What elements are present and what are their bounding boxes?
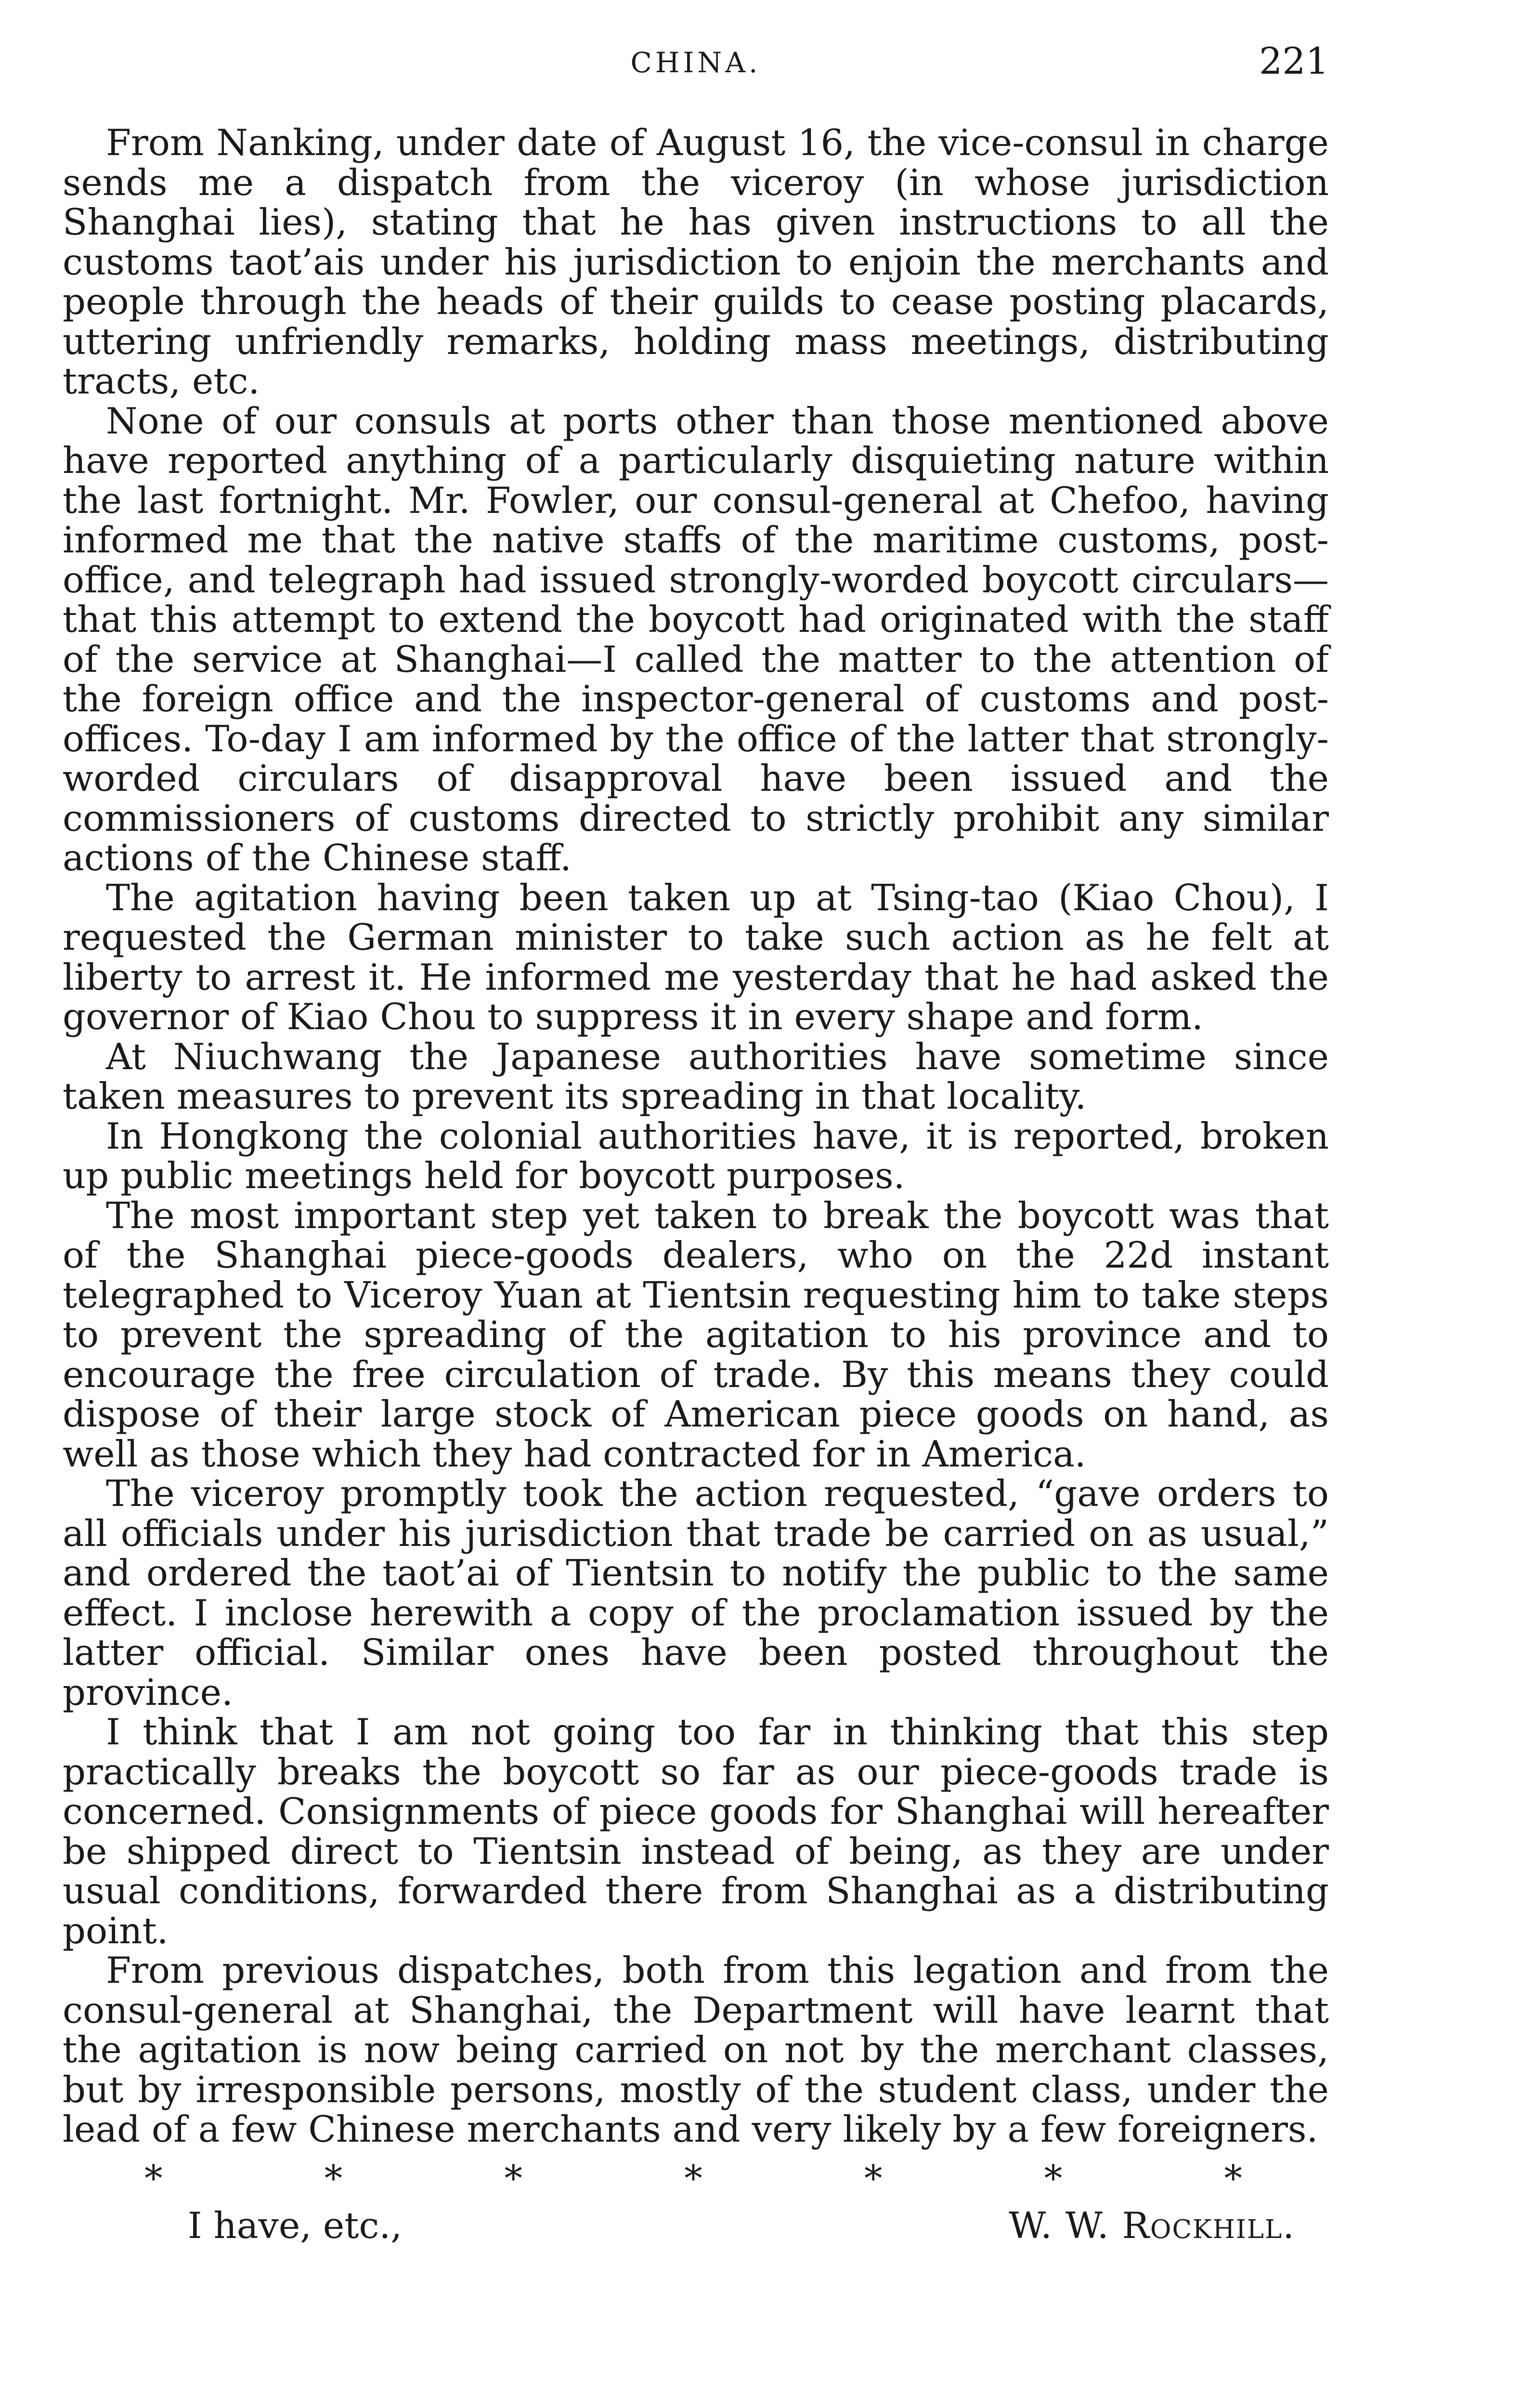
letter-body [63, 123, 1329, 2251]
paragraph-tsing-tao: The agitation having been taken up at Tsing-tao (Kiao Chou), I requested the German minister to take such action as he felt at liberty to arrest it. He informed me yesterday that he had asked the governor of Kiao Chou to suppress it in every shape and form. [63, 876, 1329, 1038]
asterisk: * [1044, 2157, 1063, 2199]
paragraph-viceroy-action: The viceroy promptly took the action requested, “gave orders to all officials under his jurisdiction that trade be carried on as usual,” and ordered the taot’ai of Tientsin to notify the public to the same effect. I inclose herewith a copy of the proclamation issued by the latter official. Similar ones have been posted throughout the province. [63, 1472, 1329, 1714]
paragraph-hongkong: In Hongkong the colonial authorities have, it is reported, broken up public meetings held for boycott purposes. [63, 1114, 1329, 1197]
asterisk: * [864, 2157, 883, 2199]
paragraph-boycott-broken: I think that I am not going too far in thinking that this step practically breaks the boycott so far as our piece-goods trade is concerned. Consignments of piece goods for Shanghai will hereafter be shipped direct to Tientsin instead of being, as they are under usual conditions, forwarded there from Shanghai as a distributing point. [63, 1711, 1329, 1952]
asterisk: * [504, 2157, 522, 2199]
page-number: 221 [1259, 39, 1329, 82]
asterisk: * [1224, 2157, 1242, 2199]
asterisk: * [144, 2157, 163, 2199]
paragraph-piece-goods-dealers: The most important step yet taken to break the boycott was that of the Shanghai piece-goods dealers, who on the 22d instant telegraphed to Viceroy Yuan at Tientsin requesting him to take steps to prevent the spreading of the agitation to his province and to encourage the free circulation of trade. By this means they could dispose of their large stock of American piece goods on hand, as well as those which they had contracted for in America. [63, 1194, 1329, 1475]
asterisk: * [324, 2157, 343, 2199]
running-title: CHINA. [630, 46, 761, 79]
signature [1009, 2203, 1295, 2248]
signoff [63, 2203, 1329, 2251]
closing-line: I have, etc., [188, 2204, 403, 2247]
signature-initials: W. W. [1009, 2204, 1110, 2247]
ellipsis-asterisks [144, 2156, 1242, 2200]
signature-surname: Rockhill. [1122, 2204, 1295, 2247]
paragraph-nanking-dispatch: From Nanking, under date of August 16, the vice-consul in charge sends me a dispatch from the viceroy (in whose jurisdiction Shanghai lies), stating that he has given instructions to all the customs taot’ais under his jurisdiction to enjoin the merchants and people through the heads of their guilds to cease posting placards, uttering unfriendly remarks, holding mass meetings, distributing tracts, etc. [63, 121, 1329, 402]
paragraph-niuchwang: At Niuchwang the Japanese authorities have sometime since taken measures to prevent its spreading in that locality. [63, 1035, 1329, 1117]
asterisk: * [684, 2157, 702, 2199]
paragraph-consul-reports: None of our consuls at ports other than those mentioned above have reported anything of a particularly disquieting nature within the last fortnight. Mr. Fowler, our consul-general at Chefoo, having informed me that the native staffs of the maritime customs, post-office, and telegraph had issued strongly-worded boycott circulars—that this attempt to extend the boycott had originated with the staff of the service at Shanghai—I called the matter to the attention of the foreign office and the inspector-general of customs and post-offices. To-day I am informed by the office of the latter that strongly-worded circulars of disapproval have been issued and the commissioners of customs directed to strictly prohibit any similar actions of the Chinese staff. [63, 399, 1329, 879]
running-head [63, 39, 1329, 88]
paragraph-agitation-source: From previous dispatches, both from this legation and from the consul-general at Shanghai, the Department will have learnt that the agitation is now being carried on not by the merchant classes, but by irresponsible persons, mostly of the student class, under the lead of a few Chinese merchants and very likely by a few foreigners. [63, 1949, 1329, 2150]
